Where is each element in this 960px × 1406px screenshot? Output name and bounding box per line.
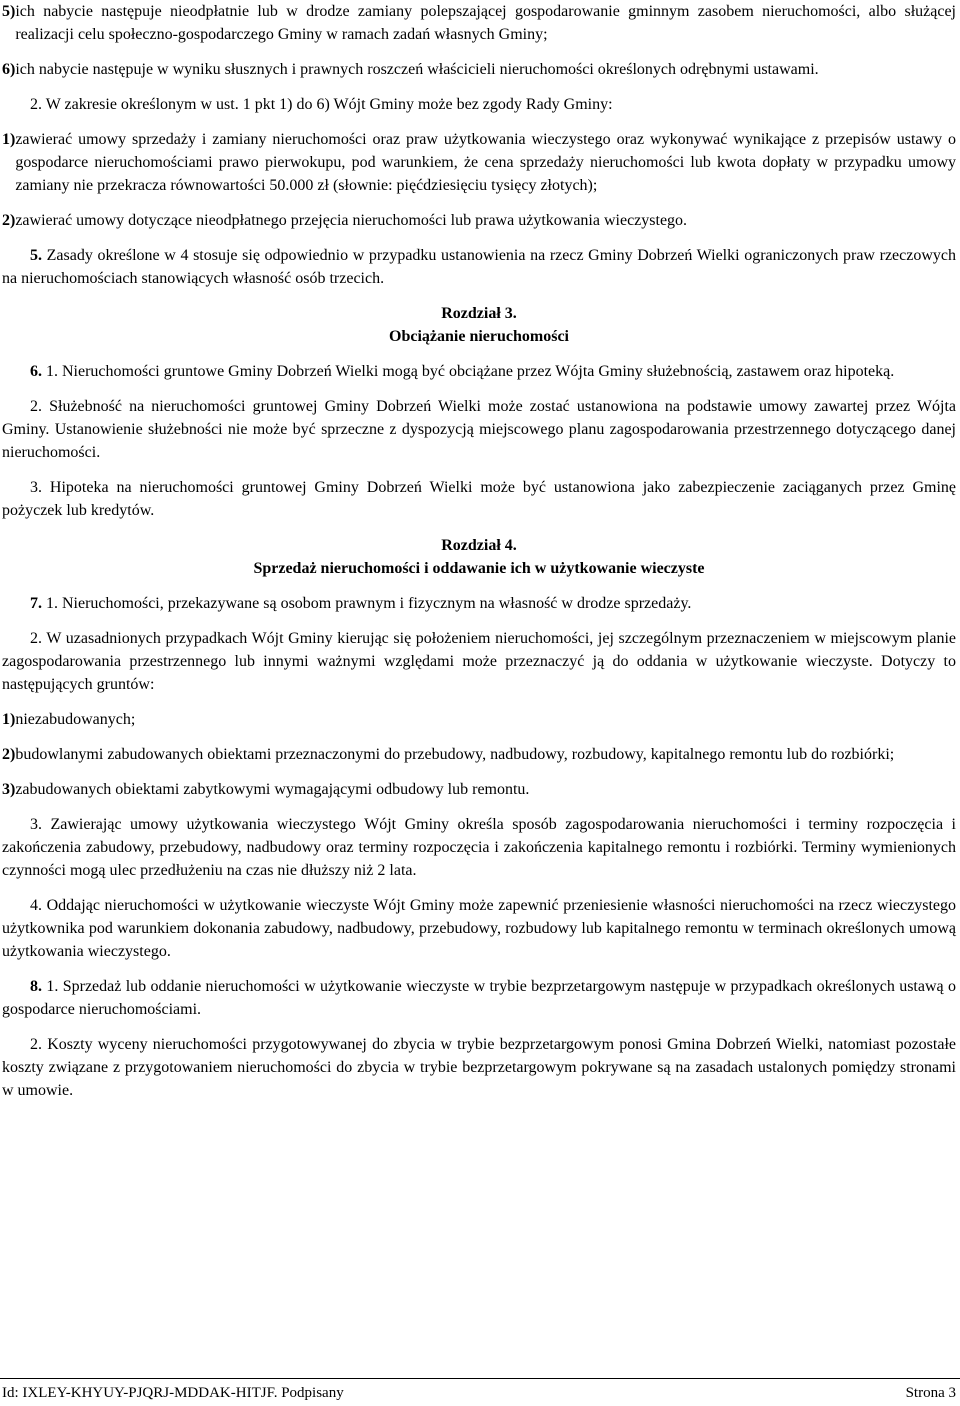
chapter-heading bbox=[2, 534, 956, 580]
list-number: 5) bbox=[2, 3, 16, 20]
chapter-title: Obciążanie nieruchomości bbox=[389, 328, 569, 345]
list-item bbox=[2, 708, 956, 731]
chapter-number: Rozdział 4. bbox=[441, 537, 517, 554]
list-text: niezabudowanych; bbox=[15, 711, 136, 728]
section-number: 8. bbox=[30, 978, 42, 995]
list-item bbox=[2, 58, 956, 81]
chapter-title: Sprzedaż nieruchomości i oddawanie ich w użytkowanie wieczyste bbox=[253, 560, 705, 577]
paragraph: 4. Oddając nieruchomości w użytkowanie wieczyste Wójt Gminy może zapewnić przeniesienie własności nieruchomości na rzecz wieczystego użytkownika pod warunkiem dokonania zabudowy, nadbudowy, przebudowy, rozbudowy lub kapitalnego remontu w terminach określonych umową użytkowania wieczystego. bbox=[2, 897, 956, 960]
list-number: 2) bbox=[2, 746, 16, 763]
paragraph-section-7 bbox=[2, 592, 956, 615]
list-item bbox=[2, 778, 956, 801]
chapter-heading bbox=[2, 302, 956, 348]
document-id: Id: IXLEY-KHYUY-PJQRJ-MDDAK-HITJF. Podpisany bbox=[2, 1385, 344, 1401]
paragraph-text: 1. Nieruchomości, przekazywane są osobom prawnym i fizycznym na własność w drodze sprzedaży. bbox=[42, 595, 692, 612]
list-item bbox=[2, 209, 956, 232]
paragraph: 2. W uzasadnionych przypadkach Wójt Gminy kierując się położeniem nieruchomości, jej szczególnym przeznaczeniem w miejscowym planie zagospodarowania przestrzennego lub innymi ważnymi względami może przeznaczyć ją do oddania w użytkowanie wieczyste. Dotyczy to następujących gruntów: bbox=[2, 630, 956, 693]
chapter-number: Rozdział 3. bbox=[441, 305, 517, 322]
paragraph-text: Zasady określone w 4 stosuje się odpowiednio w przypadku ustanowienia na rzecz Gminy Dobrzeń Wielki ograniczonych praw rzeczowych na nieruchomościach stanowiących własność osób trzecich. bbox=[2, 247, 956, 287]
page-footer bbox=[2, 1383, 956, 1403]
list-number: 3) bbox=[2, 781, 16, 798]
section-number: 7. bbox=[30, 595, 42, 612]
list-text: ich nabycie następuje w wyniku słusznych i prawnych roszczeń właścicieli nieruchomości określonych odrębnymi ustawami. bbox=[15, 61, 819, 78]
list-number: 6) bbox=[2, 61, 16, 78]
paragraph-text: 1. Sprzedaż lub oddanie nieruchomości w użytkowanie wieczyste w trybie bezprzetargowym następuje w przypadkach określonych ustawą o gospodarce nieruchomościami. bbox=[2, 978, 956, 1018]
section-number: 6. bbox=[30, 363, 42, 380]
list-item bbox=[2, 0, 956, 46]
paragraph: 2. Koszty wyceny nieruchomości przygotowywanej do zbycia w trybie bezprzetargowym ponosi Gmina Dobrzeń Wielki, natomiast pozostałe koszty związane z przygotowaniem nieruchomości do zbycia w trybie bezprzetargowym pokrywane są na zasadach ustalonych pomiędzy stronami w umowie. bbox=[2, 1036, 956, 1099]
list-text: zawierać umowy sprzedaży i zamiany nieruchomości oraz praw użytkowania wieczystego oraz wykonywać wynikające z przepisów ustawy o gospodarce nieruchomościami prawo pierwokupu, pod warunkiem, że cena sprzedaży nieruchomości lub kwota dopłaty w przypadku umowy zamiany nie przekracza równowartości 50.000 zł (słownie: pięćdziesięciu tysięcy złotych); bbox=[15, 131, 956, 194]
list-number: 2) bbox=[2, 212, 16, 229]
list-text: ich nabycie następuje nieodpłatnie lub w drodze zamiany polepszającej gospodarowanie gminnym zasobem nieruchomości, albo służącej realizacji celu społeczno-gospodarczego Gminy w ramach zadań własnych Gminy; bbox=[15, 3, 956, 43]
paragraph: 3. Zawierając umowy użytkowania wieczystego Wójt Gminy określa sposób zagospodarowania nieruchomości i terminy rozpoczęcia i zakończenia zabudowy, przebudowy, nadbudowy oraz terminy rozpoczęcia i zakończenia kapitalnego remontu i rozbiórki. Terminy wymienionych czynności mogą ulec przedłużeniu na czas nie dłuższy niż 2 lata. bbox=[2, 816, 956, 879]
section-number: 5. bbox=[30, 247, 42, 264]
list-number: 1) bbox=[2, 711, 16, 728]
page-number: Strona 3 bbox=[905, 1385, 956, 1401]
list-text: zabudowanych obiektami zabytkowymi wymagającymi odbudowy lub remontu. bbox=[15, 781, 530, 798]
footer-divider bbox=[0, 1378, 960, 1379]
paragraph-text: 1. Nieruchomości gruntowe Gminy Dobrzeń Wielki mogą być obciążane przez Wójta Gminy służebnością, zastawem oraz hipoteką. bbox=[42, 363, 895, 380]
list-number: 1) bbox=[2, 131, 16, 148]
list-item bbox=[2, 128, 956, 197]
paragraph-section-6 bbox=[2, 360, 956, 383]
paragraph: 2. W zakresie określonym w ust. 1 pkt 1) do 6) Wójt Gminy może bez zgody Rady Gminy: bbox=[30, 96, 613, 113]
paragraph: 3. Hipoteka na nieruchomości gruntowej Gminy Dobrzeń Wielki może być ustanowiona jako zabezpieczenie zaciąganych przez Gminę pożyczek lub kredytów. bbox=[2, 479, 956, 519]
list-text: budowlanymi zabudowanych obiektami przeznaczonymi do przebudowy, nadbudowy, rozbudowy, kapitalnego remontu lub do rozbiórki; bbox=[15, 746, 895, 763]
list-text: zawierać umowy dotyczące nieodpłatnego przejęcia nieruchomości lub prawa użytkowania wieczystego. bbox=[15, 212, 688, 229]
paragraph-section-5 bbox=[2, 244, 956, 290]
document-body bbox=[2, 0, 956, 1114]
paragraph: 2. Służebność na nieruchomości gruntowej Gminy Dobrzeń Wielki może zostać ustanowiona na podstawie umowy zawartej przez Wójta Gminy. Ustanowienie służebności nie może być sprzeczne z dyspozycją miejscowego planu zagospodarowania przestrzennego dotyczącego danej nieruchomości. bbox=[2, 398, 956, 461]
paragraph-section-8 bbox=[2, 975, 956, 1021]
list-item bbox=[2, 743, 956, 766]
